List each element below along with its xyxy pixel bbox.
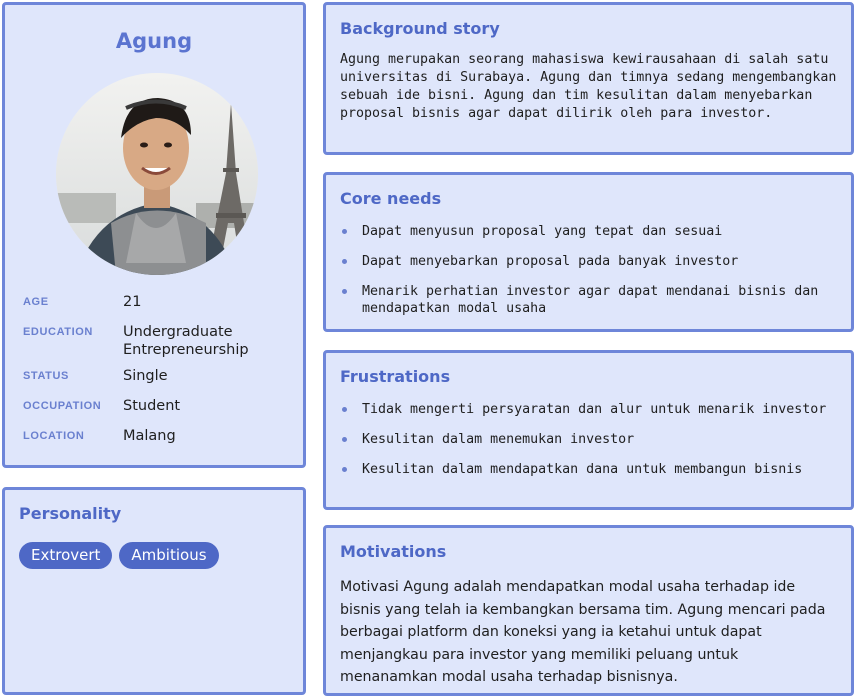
core-needs-card [323,172,854,332]
background-text: Agung merupakan seorang mahasiswa kewirausahaan di salah satu universitas di Surabaya. Agung dan timnya sedang mengembangkan sebuah ide bisni. Agung dan tim kesulitan dalam menyebarkan proposal bisnis agar dapat dilirik oleh para investor. [340,52,837,121]
core-needs-list [340,223,845,330]
bullet-icon [342,407,347,412]
attr-value: 21 [123,294,142,310]
list-item [340,461,845,478]
attr-value: Single [123,368,168,384]
list-item-text: Kesulitan dalam mendapatkan dana untuk membangun bisnis [362,462,803,477]
profile-card [2,2,306,468]
list-item-text: Dapat menyusun proposal yang tepat dan sesuai [362,224,723,239]
list-item-text: Tidak mengerti persyaratan dan alur untuk menarik investor [362,402,827,417]
bullet-icon [342,229,347,234]
list-item [340,283,845,317]
personality-card [2,487,306,695]
attr-label: STATUS [23,370,69,382]
frustrations-list [340,401,845,491]
motivations-card [323,525,854,696]
avatar-photo [56,73,258,275]
attr-label: OCCUPATION [23,400,102,412]
personality-tag: Ambitious [119,542,218,569]
avatar [56,73,258,275]
motivations-title: Motivations [340,542,447,561]
list-item-text: Kesulitan dalam menemukan investor [362,432,635,447]
persona-name: Agung [115,29,193,53]
bullet-icon [342,467,347,472]
list-item [340,253,845,270]
bullet-icon [342,289,347,294]
attr-label: LOCATION [23,430,85,442]
list-item-text: Menarik perhatian investor agar dapat mendanai bisnis dan mendapatkan modal usaha [362,284,819,316]
personality-tags [19,542,219,569]
list-item-text: Dapat menyebarkan proposal pada banyak investor [362,254,739,269]
attr-label: AGE [23,296,49,308]
personality-tag: Extrovert [19,542,112,569]
list-item [340,431,845,448]
list-item [340,223,845,240]
core-needs-title: Core needs [340,189,442,208]
attr-value: Student [123,398,181,414]
motivations-text: Motivasi Agung adalah mendapatkan modal usaha terhadap ide bisnis yang telah ia kembangkan bersama tim. Agung mencari pada berbagai platform dan koneksi yang ia ketahui untuk dapat menjangkau para investor yang memiliki peluang untuk menanamkan modal usaha terhadap bisnisnya. [340,579,826,685]
bullet-icon [342,437,347,442]
attr-label: EDUCATION [23,326,93,338]
frustrations-card [323,350,854,510]
list-item [340,401,845,418]
attr-value-secondary: Entrepreneurship [123,342,249,358]
frustrations-title: Frustrations [340,367,451,386]
background-title: Background story [340,19,500,38]
bullet-icon [342,259,347,264]
attr-value: Malang [123,428,176,444]
personality-title: Personality [19,504,122,523]
attr-value: Undergraduate [123,324,233,340]
background-card [323,2,854,155]
